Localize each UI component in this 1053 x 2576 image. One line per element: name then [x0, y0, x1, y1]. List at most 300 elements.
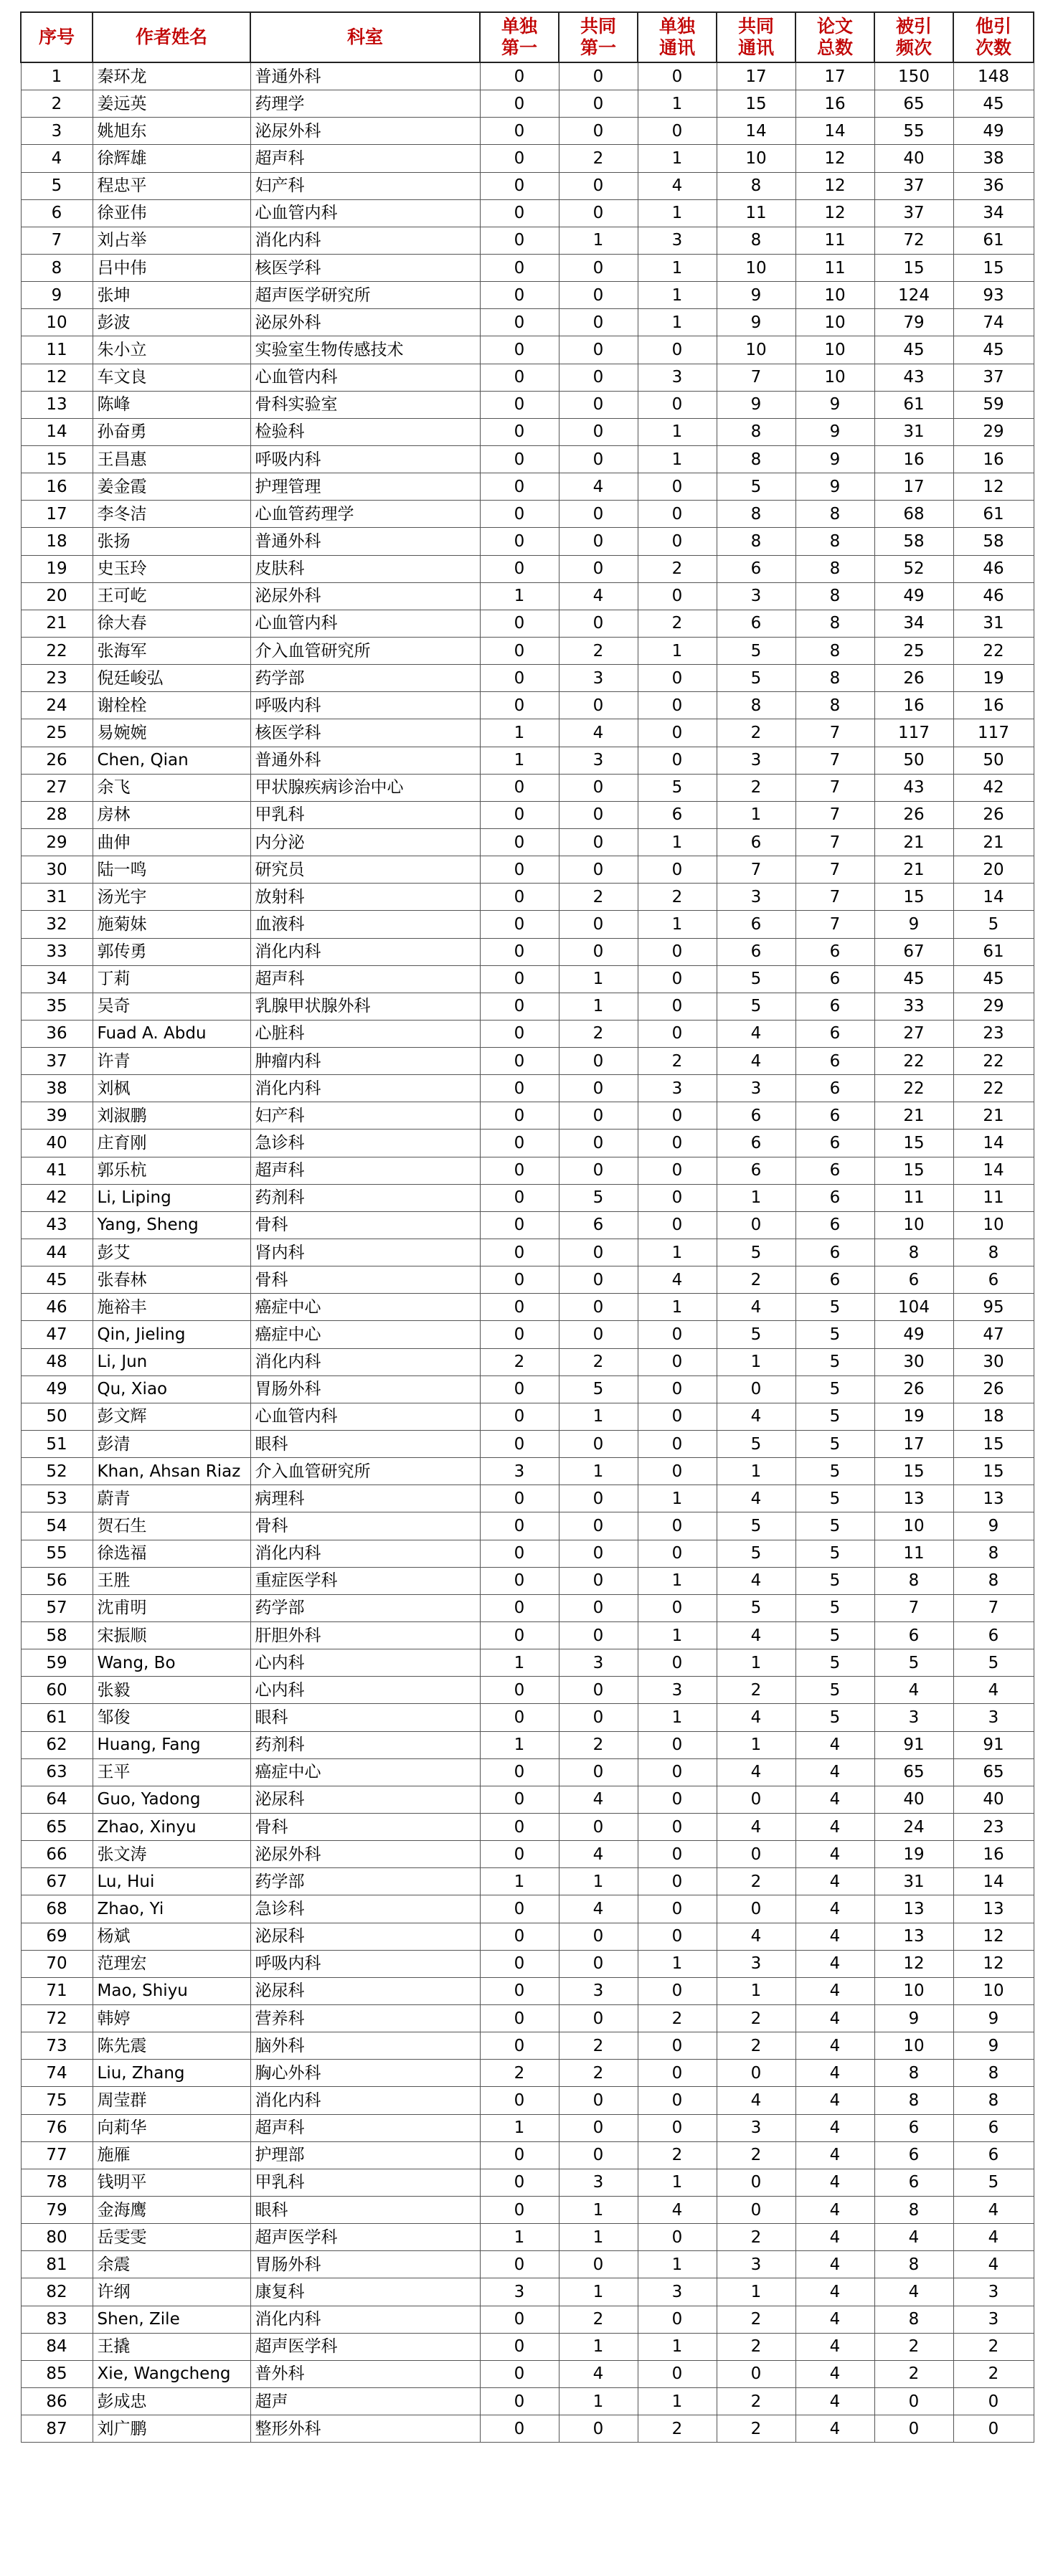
- department-cell: 介入血管研究所: [250, 1458, 480, 1485]
- single-first-cell: 0: [480, 2387, 559, 2415]
- citations-cell: 0: [874, 2387, 953, 2415]
- co-first-cell: 3: [559, 1649, 638, 1677]
- department-cell: 癌症中心: [250, 1294, 480, 1321]
- total-papers-cell: 6: [795, 1020, 874, 1047]
- author-name-cell: Mao, Shiyu: [93, 1977, 250, 2004]
- table-row: [21, 911, 1034, 938]
- single-first-cell: 0: [480, 828, 559, 856]
- citations-cell: 9: [874, 2004, 953, 2032]
- department-cell: 研究员: [250, 856, 480, 884]
- other-citations-cell: 16: [953, 1841, 1034, 1868]
- table-row: [21, 1977, 1034, 2004]
- co-corresponding-cell: 8: [717, 445, 795, 473]
- department-cell: 药剂科: [250, 1731, 480, 1758]
- single-first-cell: 0: [480, 254, 559, 281]
- other-citations-cell: 9: [953, 1512, 1034, 1540]
- citations-cell: 13: [874, 1895, 953, 1923]
- header-row: [21, 12, 1034, 62]
- other-citations-cell: 4: [953, 2251, 1034, 2278]
- citations-cell: 17: [874, 473, 953, 501]
- citations-cell: 16: [874, 692, 953, 719]
- department-cell: 脑外科: [250, 2032, 480, 2060]
- single-first-cell: 0: [480, 2169, 559, 2196]
- row-index-cell: 14: [21, 418, 93, 445]
- citations-cell: 6: [874, 2169, 953, 2196]
- single-corresponding-cell: 0: [638, 692, 717, 719]
- other-citations-cell: 10: [953, 1211, 1034, 1239]
- department-cell: 普外科: [250, 2360, 480, 2387]
- co-corresponding-cell: 1: [717, 1184, 795, 1211]
- co-first-cell: 0: [559, 282, 638, 309]
- row-index-cell: 6: [21, 199, 93, 227]
- citations-cell: 4: [874, 2278, 953, 2306]
- table-row: [21, 528, 1034, 555]
- table-row: [21, 1814, 1034, 1841]
- table-row: [21, 1895, 1034, 1923]
- author-name-cell: Chen, Qian: [93, 747, 250, 774]
- table-header: [21, 12, 1034, 62]
- single-first-cell: 0: [480, 774, 559, 801]
- single-corresponding-cell: 0: [638, 1977, 717, 2004]
- single-first-cell: 0: [480, 1211, 559, 1239]
- other-citations-cell: 50: [953, 747, 1034, 774]
- table-row: [21, 1239, 1034, 1266]
- row-index-cell: 81: [21, 2251, 93, 2278]
- citations-cell: 2: [874, 2360, 953, 2387]
- other-citations-cell: 20: [953, 856, 1034, 884]
- total-papers-cell: 4: [795, 2169, 874, 2196]
- table-row: [21, 145, 1034, 172]
- co-first-cell: 4: [559, 1786, 638, 1813]
- single-first-cell: 0: [480, 1130, 559, 1157]
- single-corresponding-cell: 1: [638, 1950, 717, 1977]
- total-papers-cell: 5: [795, 1649, 874, 1677]
- citations-cell: 2: [874, 2333, 953, 2360]
- co-first-cell: 2: [559, 1348, 638, 1375]
- table-row: [21, 1130, 1034, 1157]
- department-cell: 康复科: [250, 2278, 480, 2306]
- citations-cell: 6: [874, 2114, 953, 2141]
- other-citations-cell: 8: [953, 2087, 1034, 2114]
- other-citations-cell: 40: [953, 1786, 1034, 1813]
- single-first-cell: 1: [480, 1649, 559, 1677]
- row-index-cell: 12: [21, 364, 93, 391]
- co-first-cell: 4: [559, 473, 638, 501]
- co-corresponding-cell: 4: [717, 1758, 795, 1786]
- department-cell: 骨科: [250, 1512, 480, 1540]
- single-first-cell: 0: [480, 1157, 559, 1184]
- row-index-cell: 55: [21, 1540, 93, 1567]
- row-index-cell: 73: [21, 2032, 93, 2060]
- department-cell: 心内科: [250, 1649, 480, 1677]
- author-name-cell: 彭文辉: [93, 1403, 250, 1430]
- citations-cell: 21: [874, 856, 953, 884]
- table-row: [21, 1923, 1034, 1950]
- single-corresponding-cell: 0: [638, 62, 717, 90]
- single-corresponding-cell: 1: [638, 2333, 717, 2360]
- citations-cell: 72: [874, 227, 953, 254]
- other-citations-cell: 3: [953, 2306, 1034, 2333]
- row-index-cell: 19: [21, 555, 93, 582]
- department-cell: 肾内科: [250, 1239, 480, 1266]
- other-citations-cell: 0: [953, 2415, 1034, 2443]
- total-papers-cell: 16: [795, 90, 874, 118]
- department-cell: 心血管药理学: [250, 501, 480, 528]
- citations-cell: 79: [874, 309, 953, 336]
- single-corresponding-cell: 0: [638, 1594, 717, 1621]
- co-first-cell: 0: [559, 911, 638, 938]
- table-row: [21, 1622, 1034, 1649]
- other-citations-cell: 8: [953, 1567, 1034, 1594]
- table-row: [21, 747, 1034, 774]
- total-papers-cell: 5: [795, 1594, 874, 1621]
- total-papers-cell: 5: [795, 1704, 874, 1731]
- citations-cell: 8: [874, 2251, 953, 2278]
- single-first-cell: 0: [480, 391, 559, 418]
- other-citations-cell: 4: [953, 2196, 1034, 2223]
- co-first-cell: 0: [559, 62, 638, 90]
- other-citations-cell: 18: [953, 1403, 1034, 1430]
- other-citations-cell: 22: [953, 637, 1034, 664]
- total-papers-cell: 4: [795, 2306, 874, 2333]
- co-corresponding-cell: 15: [717, 90, 795, 118]
- co-first-cell: 0: [559, 2114, 638, 2141]
- author-name-cell: 宋振顺: [93, 1622, 250, 1649]
- author-name-cell: 余震: [93, 2251, 250, 2278]
- table-row: [21, 1294, 1034, 1321]
- co-corresponding-cell: 3: [717, 884, 795, 911]
- department-cell: 消化内科: [250, 1075, 480, 1102]
- table-row: [21, 282, 1034, 309]
- citations-cell: 30: [874, 1348, 953, 1375]
- total-papers-cell: 9: [795, 445, 874, 473]
- table-row: [21, 1731, 1034, 1758]
- citations-cell: 8: [874, 2060, 953, 2087]
- single-first-cell: 0: [480, 1403, 559, 1430]
- row-index-cell: 9: [21, 282, 93, 309]
- other-citations-cell: 6: [953, 2141, 1034, 2169]
- citations-cell: 9: [874, 911, 953, 938]
- table-row: [21, 2141, 1034, 2169]
- total-papers-cell: 4: [795, 2087, 874, 2114]
- co-first-cell: 0: [559, 1485, 638, 1512]
- author-name-cell: 曲伸: [93, 828, 250, 856]
- citations-cell: 52: [874, 555, 953, 582]
- table-row: [21, 2306, 1034, 2333]
- single-corresponding-cell: 1: [638, 445, 717, 473]
- single-corresponding-cell: 0: [638, 2360, 717, 2387]
- single-first-cell: 1: [480, 2224, 559, 2251]
- single-first-cell: 0: [480, 1814, 559, 1841]
- other-citations-cell: 13: [953, 1485, 1034, 1512]
- single-first-cell: 0: [480, 2196, 559, 2223]
- single-corresponding-cell: 2: [638, 2415, 717, 2443]
- co-first-cell: 1: [559, 965, 638, 993]
- author-name-cell: 施裕丰: [93, 1294, 250, 1321]
- citations-cell: 27: [874, 1020, 953, 1047]
- department-cell: 消化内科: [250, 2087, 480, 2114]
- department-cell: 超声科: [250, 145, 480, 172]
- total-papers-cell: 10: [795, 364, 874, 391]
- total-papers-cell: 12: [795, 199, 874, 227]
- citations-cell: 61: [874, 391, 953, 418]
- single-corresponding-cell: 2: [638, 2004, 717, 2032]
- co-first-cell: 2: [559, 2060, 638, 2087]
- citations-cell: 19: [874, 1841, 953, 1868]
- co-corresponding-cell: 7: [717, 364, 795, 391]
- co-first-cell: 5: [559, 1375, 638, 1403]
- table-row: [21, 610, 1034, 637]
- co-corresponding-cell: 1: [717, 1348, 795, 1375]
- row-index-cell: 34: [21, 965, 93, 993]
- single-corresponding-cell: 0: [638, 665, 717, 692]
- single-first-cell: 0: [480, 62, 559, 90]
- co-first-cell: 0: [559, 90, 638, 118]
- author-name-cell: 李冬洁: [93, 501, 250, 528]
- citations-cell: 10: [874, 1512, 953, 1540]
- row-index-cell: 7: [21, 227, 93, 254]
- co-corresponding-cell: 2: [717, 1868, 795, 1895]
- other-citations-cell: 26: [953, 801, 1034, 828]
- table-row: [21, 1266, 1034, 1294]
- department-cell: 普通外科: [250, 528, 480, 555]
- col-author-name-header: 作者姓名: [93, 12, 250, 62]
- single-corresponding-cell: 0: [638, 1731, 717, 1758]
- co-corresponding-cell: 7: [717, 856, 795, 884]
- single-first-cell: 0: [480, 1704, 559, 1731]
- co-corresponding-cell: 1: [717, 1731, 795, 1758]
- author-name-cell: 车文良: [93, 364, 250, 391]
- author-name-cell: 朱小立: [93, 336, 250, 364]
- col-other-citations-header: 他引 次数: [953, 12, 1034, 62]
- total-papers-cell: 5: [795, 1294, 874, 1321]
- table-row: [21, 719, 1034, 747]
- citations-cell: 104: [874, 1294, 953, 1321]
- author-name-cell: 谢栓栓: [93, 692, 250, 719]
- single-first-cell: 3: [480, 2278, 559, 2306]
- row-index-cell: 83: [21, 2306, 93, 2333]
- citations-cell: 40: [874, 1786, 953, 1813]
- single-first-cell: 0: [480, 1567, 559, 1594]
- total-papers-cell: 10: [795, 336, 874, 364]
- single-corresponding-cell: 0: [638, 1020, 717, 1047]
- total-papers-cell: 4: [795, 2333, 874, 2360]
- co-corresponding-cell: 2: [717, 2224, 795, 2251]
- co-first-cell: 0: [559, 1567, 638, 1594]
- co-corresponding-cell: 4: [717, 1020, 795, 1047]
- department-cell: 内分泌: [250, 828, 480, 856]
- other-citations-cell: 117: [953, 719, 1034, 747]
- co-first-cell: 0: [559, 1704, 638, 1731]
- author-name-cell: Guo, Yadong: [93, 1786, 250, 1813]
- author-name-cell: 彭艾: [93, 1239, 250, 1266]
- row-index-cell: 68: [21, 1895, 93, 1923]
- row-index-cell: 84: [21, 2333, 93, 2360]
- author-name-cell: 王撬: [93, 2333, 250, 2360]
- citations-cell: 12: [874, 1950, 953, 1977]
- total-papers-cell: 5: [795, 1677, 874, 1704]
- col-index-header: 序号: [21, 12, 93, 62]
- total-papers-cell: 6: [795, 1184, 874, 1211]
- co-corresponding-cell: 4: [717, 2087, 795, 2114]
- single-first-cell: 0: [480, 993, 559, 1020]
- single-corresponding-cell: 0: [638, 2306, 717, 2333]
- co-corresponding-cell: 0: [717, 1841, 795, 1868]
- single-first-cell: 0: [480, 801, 559, 828]
- other-citations-cell: 3: [953, 1704, 1034, 1731]
- author-name-cell: 徐选福: [93, 1540, 250, 1567]
- table-row: [21, 118, 1034, 145]
- citations-cell: 68: [874, 501, 953, 528]
- other-citations-cell: 10: [953, 1977, 1034, 2004]
- other-citations-cell: 45: [953, 90, 1034, 118]
- total-papers-cell: 7: [795, 856, 874, 884]
- co-first-cell: 0: [559, 1321, 638, 1348]
- table-row: [21, 1841, 1034, 1868]
- other-citations-cell: 30: [953, 1348, 1034, 1375]
- co-corresponding-cell: 5: [717, 1431, 795, 1458]
- single-first-cell: 1: [480, 1731, 559, 1758]
- citations-cell: 49: [874, 1321, 953, 1348]
- row-index-cell: 8: [21, 254, 93, 281]
- co-corresponding-cell: 5: [717, 993, 795, 1020]
- row-index-cell: 72: [21, 2004, 93, 2032]
- other-citations-cell: 29: [953, 993, 1034, 1020]
- department-cell: 癌症中心: [250, 1321, 480, 1348]
- co-corresponding-cell: 5: [717, 473, 795, 501]
- single-first-cell: 0: [480, 501, 559, 528]
- co-corresponding-cell: 8: [717, 418, 795, 445]
- other-citations-cell: 14: [953, 884, 1034, 911]
- table-row: [21, 2196, 1034, 2223]
- table-row: [21, 1677, 1034, 1704]
- row-index-cell: 47: [21, 1321, 93, 1348]
- co-first-cell: 3: [559, 747, 638, 774]
- single-first-cell: 0: [480, 1075, 559, 1102]
- department-cell: 药学部: [250, 1868, 480, 1895]
- total-papers-cell: 7: [795, 801, 874, 828]
- total-papers-cell: 4: [795, 1786, 874, 1813]
- table-row: [21, 1102, 1034, 1130]
- row-index-cell: 21: [21, 610, 93, 637]
- co-first-cell: 0: [559, 1622, 638, 1649]
- co-first-cell: 0: [559, 445, 638, 473]
- other-citations-cell: 22: [953, 1075, 1034, 1102]
- table-row: [21, 1321, 1034, 1348]
- table-row: [21, 856, 1034, 884]
- author-name-cell: 张海军: [93, 637, 250, 664]
- single-corresponding-cell: 1: [638, 2251, 717, 2278]
- other-citations-cell: 38: [953, 145, 1034, 172]
- author-name-cell: 许纲: [93, 2278, 250, 2306]
- table-row: [21, 1704, 1034, 1731]
- single-first-cell: 0: [480, 1266, 559, 1294]
- row-index-cell: 22: [21, 637, 93, 664]
- single-first-cell: 0: [480, 336, 559, 364]
- co-first-cell: 1: [559, 2387, 638, 2415]
- author-name-cell: Huang, Fang: [93, 1731, 250, 1758]
- department-cell: 消化内科: [250, 1540, 480, 1567]
- author-name-cell: 郭传勇: [93, 938, 250, 965]
- co-first-cell: 2: [559, 884, 638, 911]
- col-co-corresponding-header: 共同 通讯: [717, 12, 795, 62]
- table-row: [21, 227, 1034, 254]
- author-name-cell: 汤光宇: [93, 884, 250, 911]
- row-index-cell: 15: [21, 445, 93, 473]
- single-corresponding-cell: 0: [638, 1130, 717, 1157]
- single-corresponding-cell: 3: [638, 364, 717, 391]
- department-cell: 眼科: [250, 1704, 480, 1731]
- table-row: [21, 418, 1034, 445]
- single-corresponding-cell: 2: [638, 2141, 717, 2169]
- department-cell: 药理学: [250, 90, 480, 118]
- single-first-cell: 0: [480, 528, 559, 555]
- author-name-cell: 蔚青: [93, 1485, 250, 1512]
- row-index-cell: 74: [21, 2060, 93, 2087]
- single-first-cell: 0: [480, 1677, 559, 1704]
- author-name-cell: 陈峰: [93, 391, 250, 418]
- single-first-cell: 0: [480, 118, 559, 145]
- co-first-cell: 0: [559, 692, 638, 719]
- single-first-cell: 0: [480, 1622, 559, 1649]
- co-first-cell: 0: [559, 2141, 638, 2169]
- single-first-cell: 0: [480, 1923, 559, 1950]
- co-first-cell: 0: [559, 254, 638, 281]
- table-row: [21, 2360, 1034, 2387]
- total-papers-cell: 7: [795, 747, 874, 774]
- total-papers-cell: 4: [795, 1977, 874, 2004]
- citations-cell: 16: [874, 445, 953, 473]
- co-corresponding-cell: 2: [717, 2415, 795, 2443]
- total-papers-cell: 8: [795, 528, 874, 555]
- single-corresponding-cell: 0: [638, 1758, 717, 1786]
- author-name-cell: 张坤: [93, 282, 250, 309]
- co-corresponding-cell: 3: [717, 582, 795, 610]
- single-first-cell: 1: [480, 1868, 559, 1895]
- other-citations-cell: 23: [953, 1814, 1034, 1841]
- table-row: [21, 2169, 1034, 2196]
- co-corresponding-cell: 4: [717, 1923, 795, 1950]
- department-cell: 核医学科: [250, 254, 480, 281]
- single-corresponding-cell: 1: [638, 2387, 717, 2415]
- department-cell: 消化内科: [250, 2306, 480, 2333]
- row-index-cell: 49: [21, 1375, 93, 1403]
- co-corresponding-cell: 3: [717, 747, 795, 774]
- other-citations-cell: 58: [953, 528, 1034, 555]
- row-index-cell: 32: [21, 911, 93, 938]
- department-cell: 呼吸内科: [250, 692, 480, 719]
- row-index-cell: 71: [21, 1977, 93, 2004]
- co-corresponding-cell: 5: [717, 965, 795, 993]
- citations-cell: 6: [874, 1266, 953, 1294]
- other-citations-cell: 4: [953, 2224, 1034, 2251]
- table-row: [21, 1075, 1034, 1102]
- citations-cell: 8: [874, 2306, 953, 2333]
- total-papers-cell: 6: [795, 1130, 874, 1157]
- table-row: [21, 1184, 1034, 1211]
- citations-cell: 124: [874, 282, 953, 309]
- single-first-cell: 0: [480, 90, 559, 118]
- table-row: [21, 336, 1034, 364]
- co-corresponding-cell: 6: [717, 555, 795, 582]
- citations-cell: 43: [874, 364, 953, 391]
- total-papers-cell: 7: [795, 719, 874, 747]
- citations-cell: 117: [874, 719, 953, 747]
- co-corresponding-cell: 10: [717, 145, 795, 172]
- other-citations-cell: 31: [953, 610, 1034, 637]
- other-citations-cell: 5: [953, 911, 1034, 938]
- table-row: [21, 2087, 1034, 2114]
